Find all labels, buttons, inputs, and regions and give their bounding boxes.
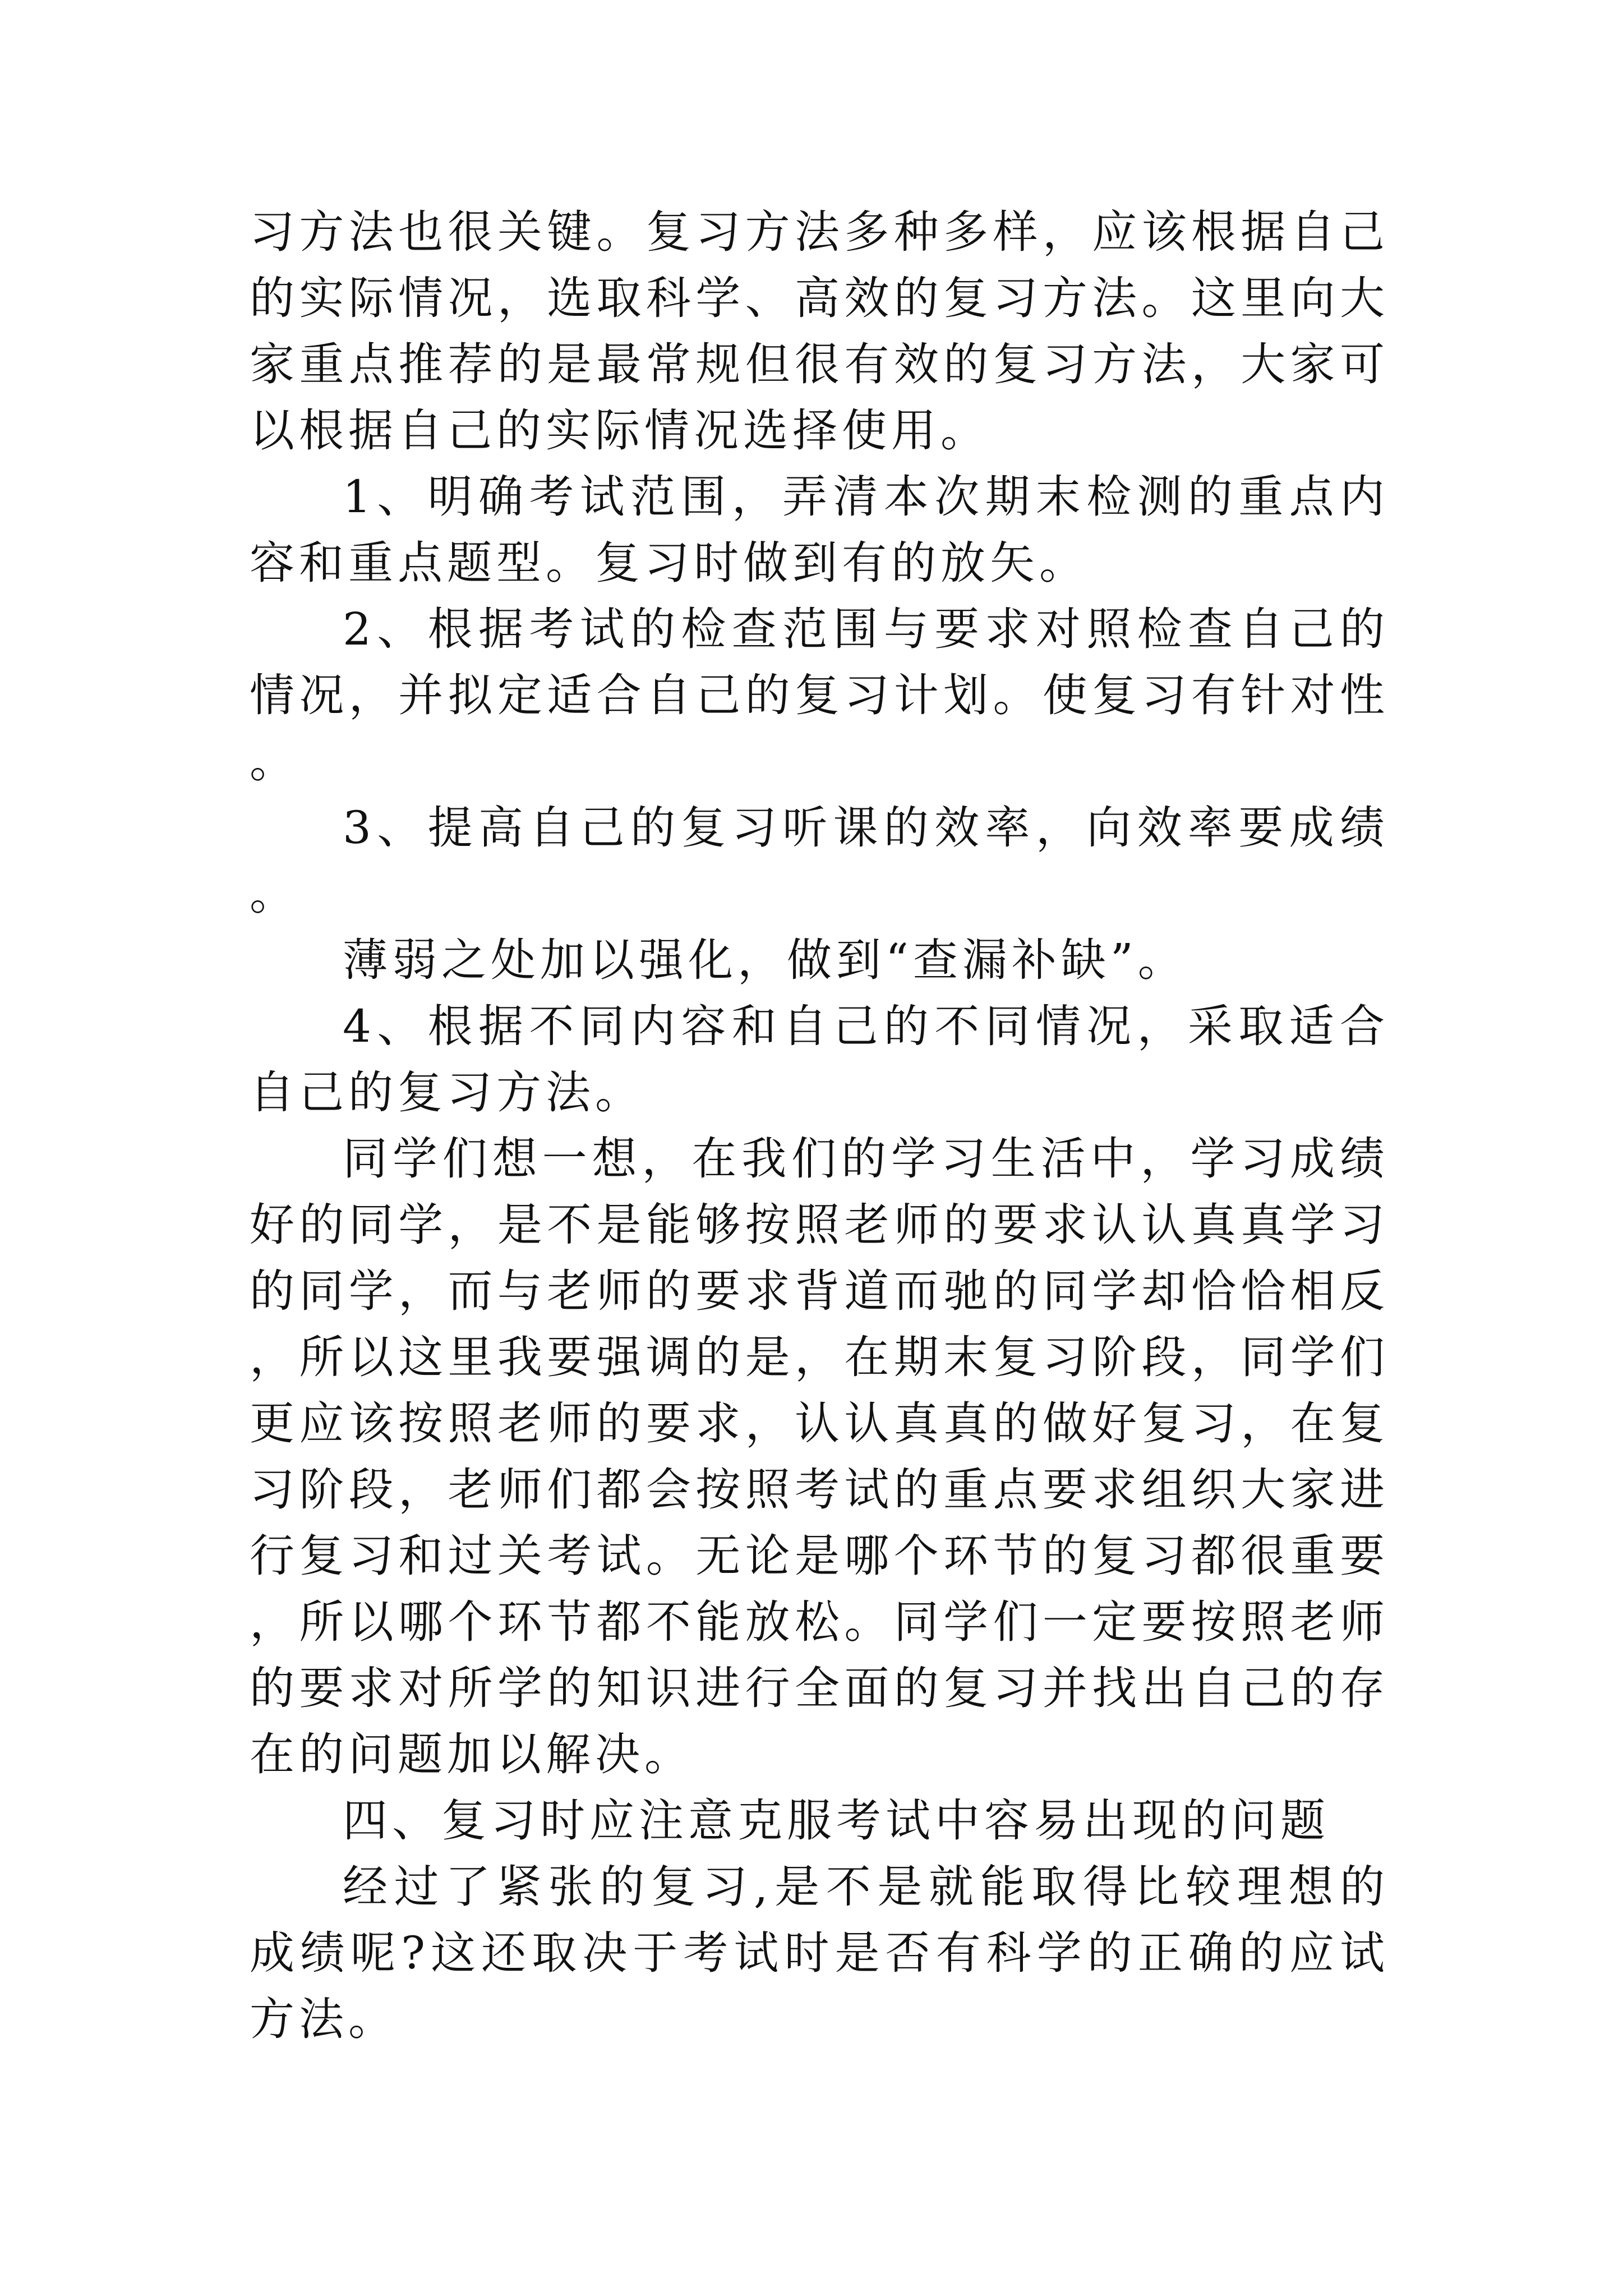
paragraph-item-4: 4、根据不同内容和自己的不同情况，采取适合自己的复习方法。 [250, 1000, 1389, 1119]
paragraph-continuation: 习方法也很关键。复习方法多种多样，应该根据自己的实际情况，选取科学、高效的复习方法。这里向大家重点推荐的是最常规但很有效的复习方法，大家可以根据自己的实际情况选择使用。 [250, 206, 1389, 457]
paragraph-discussion: 同学们想一想，在我们的学习生活中，学习成绩好的同学，是不是能够按照老师的要求认认真真学习的同学，而与老师的要求背道而驰的同学却恰恰相反，所以这里我要强调的是，在期末复习阶段，同学们更应该按照老师的要求，认认真真的做好复习，在复习阶段，老师们都会按照考试的重点要求组织大家进行复习和过关考试。无论是哪个环节的复习都很重要，所以哪个环节都不能放松。同学们一定要按照老师的要求对所学的知识进行全面的复习并找出自己的存在的问题加以解决。 [250, 1133, 1389, 1780]
paragraph-item-1: 1、明确考试范围，弄清本次期末检测的重点内容和重点题型。复习时做到有的放矢。 [250, 471, 1389, 589]
paragraph-item-3-note: 薄弱之处加以强化，做到“查漏补缺”。 [343, 934, 1187, 986]
paragraph-closing: 经过了紧张的复习,是不是就能取得比较理想的成绩呢?这还取决于考试时是否有科学的正确的应试方法。 [250, 1861, 1389, 2045]
paragraph-item-3: 3、提高自己的复习听课的效率，向效率要成绩。 [250, 802, 1389, 920]
section-heading-four: 四、复习时应注意克服考试中容易出现的问题 [343, 1795, 1330, 1847]
body-text [250, 199, 1389, 2053]
paragraph-item-2: 2、根据考试的检查范围与要求对照检查自己的情况，并拟定适合自己的复习计划。使复习有针对性。 [250, 603, 1389, 788]
